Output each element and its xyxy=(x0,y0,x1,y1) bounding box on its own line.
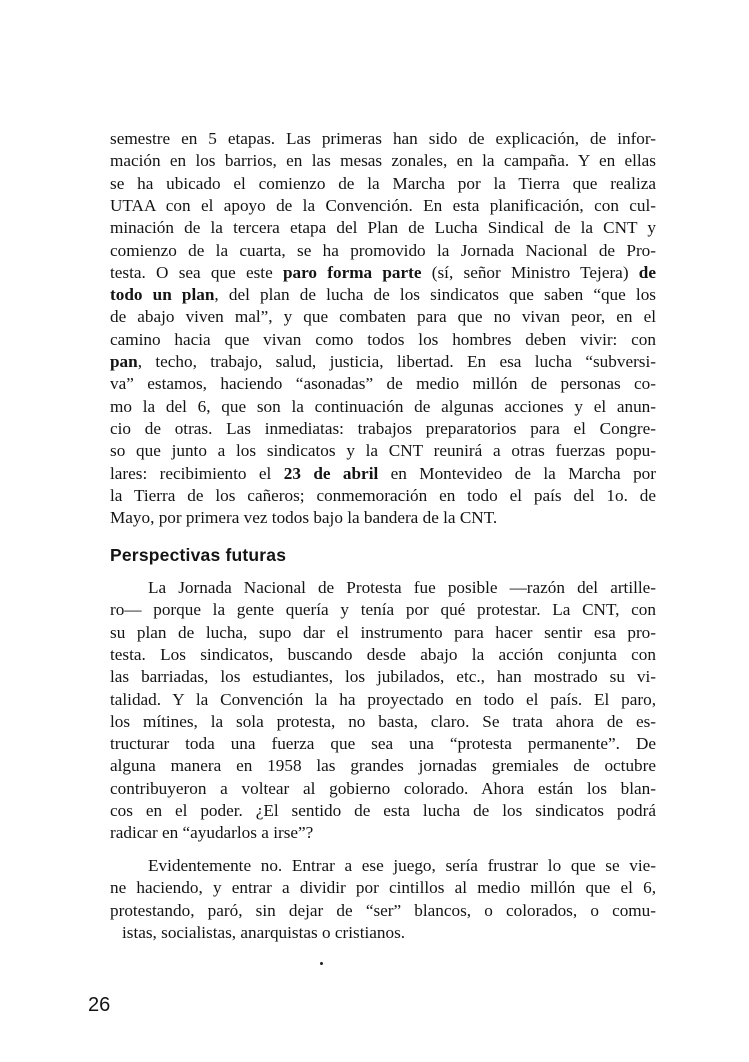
text-line: istas, socialistas, anarquistas o cristianos. xyxy=(122,922,406,942)
text-line: todo un plan, del plan de lucha de los sindicatos que saben “que los xyxy=(110,285,656,305)
print-speck xyxy=(320,962,323,965)
bold-emphasis: 23 de abril xyxy=(283,463,379,483)
text-line: La Jornada Nacional de Protesta fue posible —razón del artille- xyxy=(148,578,656,597)
text-line: Mayo, por primera vez todos bajo la bandera de la CNT. xyxy=(110,508,498,528)
text-line: la Tierra de los cañeros; conmemoración en todo el país del 1o. de xyxy=(110,485,656,505)
text-line: contribuyeron a voltear al gobierno colorado. Ahora están los blan- xyxy=(110,778,656,798)
text-line: pan, techo, trabajo, salud, justicia, libertad. En esa lucha “subversi- xyxy=(110,352,656,371)
bold-emphasis: de xyxy=(638,262,656,282)
text-line: ro— porque la gente quería y tenía por qué protestar. La CNT, con xyxy=(110,600,656,620)
text-line: minación de la tercera etapa del Plan de Lucha Sindical de la CNT y xyxy=(110,218,656,238)
text-line: testa. Los sindicatos, buscando desde abajo la acción conjunta con xyxy=(110,644,656,664)
text-line: alguna manera en 1958 las grandes jornadas gremiales de octubre xyxy=(110,756,656,776)
text-line: mo la del 6, que son la continuación de algunas acciones y el anun- xyxy=(110,396,656,416)
text-line: ne haciendo, y entrar a dividir por cintillos al medio millón que el 6, xyxy=(110,878,656,898)
text-line: se ha ubicado el comienzo de la Marcha por la Tierra que realiza xyxy=(110,173,656,193)
bold-emphasis: paro forma parte xyxy=(282,262,422,282)
text-line: talidad. Y la Convención la ha proyectado en todo el país. El paro, xyxy=(110,689,656,709)
text-line: cos en el poder. ¿El sentido de esta lucha de los sindicatos podrá xyxy=(110,801,656,820)
text-line: so que junto a los sindicatos y la CNT reunirá a otras fuerzas popu- xyxy=(110,441,656,461)
section-heading: Perspectivas futuras xyxy=(110,545,287,565)
text-line: radicar en “ayudarlos a irse”? xyxy=(110,823,314,843)
text-line: los mítines, la sola protesta, no basta, claro. Se trata ahora de es- xyxy=(110,711,656,731)
text-line: las barriadas, los estudiantes, los jubilados, etc., han mostrado su vi- xyxy=(110,667,656,687)
text-line: su plan de lucha, supo dar el instrumento para hacer sentir esa pro- xyxy=(110,622,656,642)
text-line: comienzo de la cuarta, se ha promovido la Jornada Nacional de Pro- xyxy=(110,240,656,260)
bold-emphasis: pan xyxy=(110,352,138,371)
text-line: Evidentemente no. Entrar a ese juego, sería frustrar lo que se vie- xyxy=(148,856,656,875)
text-line: protestando, paró, sin dejar de “ser” blancos, o colorados, o comu- xyxy=(110,900,656,920)
text-line: cio de otras. Las inmediatas: trabajos preparatorios para el Congre- xyxy=(110,418,656,438)
bold-emphasis: todo un plan xyxy=(110,285,215,305)
text-line: de abajo viven mal”, y que combaten para que no vivan peor, en el xyxy=(110,307,656,327)
text-line: mación en los barrios, en las mesas zonales, en la campaña. Y en ellas xyxy=(110,151,656,171)
text-line: camino hacia que vivan como todos los hombres deben vivir: con xyxy=(110,329,656,349)
text-line: semestre en 5 etapas. Las primeras han sido de explicación, de infor- xyxy=(110,129,656,148)
text-line: lares: recibimiento el 23 de abril en Montevideo de la Marcha por xyxy=(110,463,656,483)
text-line: UTAA con el apoyo de la Convención. En esta planificación, con cul- xyxy=(110,195,656,215)
page-number: 26 xyxy=(88,994,111,1016)
text-line: va” estamos, haciendo “asonadas” de medio millón de personas co- xyxy=(110,374,656,394)
text-line: testa. O sea que este paro forma parte (sí, señor Ministro Tejera) de xyxy=(110,262,656,282)
text-line: tructurar toda una fuerza que sea una “protesta permanente”. De xyxy=(110,734,656,754)
